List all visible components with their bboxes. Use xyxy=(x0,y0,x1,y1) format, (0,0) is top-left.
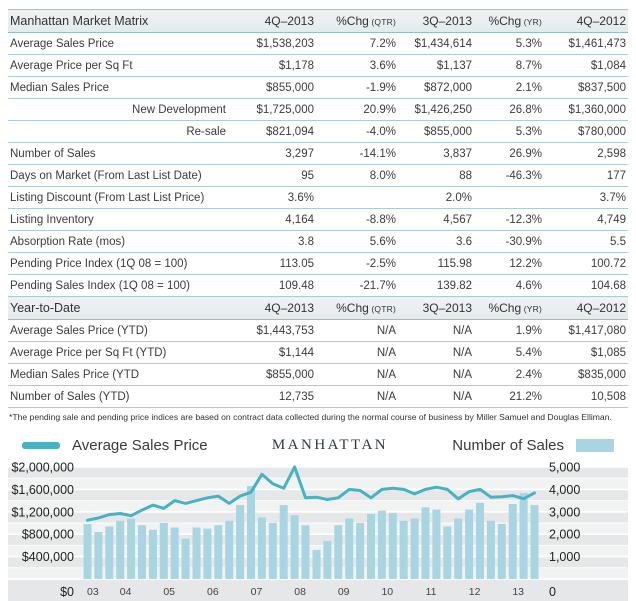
sales-bar xyxy=(378,511,386,579)
row-value: 3.6 xyxy=(398,231,474,253)
row-value: $855,000 xyxy=(236,77,316,99)
sales-bar xyxy=(334,525,342,579)
row-value: 20.9% xyxy=(316,99,398,121)
row-value: $821,094 xyxy=(236,121,316,143)
right-axis-label: 5,000 xyxy=(549,460,581,475)
sales-bar xyxy=(160,523,168,579)
row-value: N/A xyxy=(398,320,474,342)
left-axis-label: $800,000 xyxy=(21,527,74,542)
row-value: 3.7% xyxy=(544,187,628,209)
left-axis-label: $2,000,000 xyxy=(11,460,74,475)
row-value: -4.0% xyxy=(316,121,398,143)
row-value: 5.5 xyxy=(544,231,628,253)
row-value: 21.2% xyxy=(474,386,544,408)
row-value: N/A xyxy=(316,386,398,408)
sales-bar xyxy=(116,521,124,579)
sales-bar xyxy=(149,530,157,579)
row-value: 5.6% xyxy=(316,231,398,253)
row-value: -2.5% xyxy=(316,253,398,275)
sales-bar xyxy=(94,532,102,579)
row-value: $1,178 xyxy=(236,55,316,77)
table-row xyxy=(8,55,628,77)
left-axis-label: $1,200,000 xyxy=(11,505,74,520)
sales-bar xyxy=(345,519,353,580)
row-value: 8.0% xyxy=(316,165,398,187)
row-value: -30.9% xyxy=(474,231,544,253)
row-label: Median Sales Price xyxy=(8,77,236,99)
row-label: New Development xyxy=(8,99,236,121)
matrix-header-title: Manhattan Market Matrix xyxy=(8,10,236,33)
sales-bar xyxy=(476,503,484,579)
column-header: %Chg (QTR) xyxy=(316,10,398,33)
row-label: Absorption Rate (mos) xyxy=(8,231,236,253)
chart-legend xyxy=(8,433,628,459)
right-axis-label: 3,000 xyxy=(549,505,581,520)
row-label: Average Price per Sq Ft (YTD) xyxy=(8,342,236,364)
year-label: 08 xyxy=(294,586,306,598)
table-row xyxy=(8,121,628,143)
row-value: 88 xyxy=(398,165,474,187)
sales-bar xyxy=(389,513,397,579)
table-footnote: *The pending sale and pending price indices are based on contract data collected during the normal course of business by Miller Samuel and Douglas Elliman. xyxy=(9,412,612,422)
row-value: 4,164 xyxy=(236,209,316,231)
sales-bar xyxy=(225,521,233,579)
year-label: 10 xyxy=(381,586,394,598)
row-value: 115.98 xyxy=(398,253,474,275)
sales-bar xyxy=(138,525,146,579)
row-value: 1.9% xyxy=(474,320,544,342)
row-value: $1,426,250 xyxy=(398,99,474,121)
sales-bar xyxy=(269,523,277,579)
row-value: N/A xyxy=(398,364,474,386)
year-label: 05 xyxy=(163,586,176,598)
sales-bar xyxy=(454,519,462,580)
table-row xyxy=(8,342,628,364)
x-axis-strip xyxy=(8,580,628,601)
right-axis-label: 2,000 xyxy=(549,527,581,542)
row-value: 10,508 xyxy=(544,386,628,408)
column-header: 3Q–2013 xyxy=(398,10,474,33)
year-label: 03 xyxy=(87,586,99,598)
year-label: 12 xyxy=(468,586,481,598)
row-value: -21.7% xyxy=(316,275,398,297)
row-value: 139.82 xyxy=(398,275,474,297)
row-value: $1,434,614 xyxy=(398,33,474,55)
table-row xyxy=(8,187,628,209)
row-value: N/A xyxy=(398,342,474,364)
row-value: -46.3% xyxy=(474,165,544,187)
row-label: Number of Sales (YTD) xyxy=(8,386,236,408)
year-label: 13 xyxy=(512,586,525,598)
column-header: %Chg (YR) xyxy=(474,297,544,320)
sales-bar xyxy=(280,505,288,579)
row-value: $1,137 xyxy=(398,55,474,77)
year-label: 11 xyxy=(425,586,437,598)
row-label: Median Sales Price (YTD xyxy=(8,364,236,386)
left-axis-label: $1,600,000 xyxy=(11,482,74,497)
row-value: 2.0% xyxy=(398,187,474,209)
row-value: N/A xyxy=(316,342,398,364)
sales-bar xyxy=(258,517,266,579)
row-value: N/A xyxy=(316,364,398,386)
row-value: 2,598 xyxy=(544,143,628,165)
sales-bar xyxy=(105,526,113,579)
row-value: 100.72 xyxy=(544,253,628,275)
row-value: 5.3% xyxy=(474,121,544,143)
left-axis-label: $0 xyxy=(60,585,74,599)
row-value: N/A xyxy=(316,320,398,342)
row-label: Average Sales Price (YTD) xyxy=(8,320,236,342)
market-matrix-table xyxy=(8,9,628,408)
right-axis-label: 1,000 xyxy=(549,550,581,565)
row-value: -14.1% xyxy=(316,143,398,165)
row-value: 3.6% xyxy=(316,55,398,77)
table-row xyxy=(8,209,628,231)
row-value: 7.2% xyxy=(316,33,398,55)
chart-title: MANHATTAN xyxy=(271,436,389,453)
matrix-header xyxy=(8,10,628,33)
column-header: 4Q–2012 xyxy=(544,297,628,320)
year-label: 07 xyxy=(250,586,263,598)
row-value: $1,725,000 xyxy=(236,99,316,121)
row-value: 8.7% xyxy=(474,55,544,77)
column-header: %Chg (QTR) xyxy=(316,297,398,320)
ytd-header-title: Year-to-Date xyxy=(8,297,236,320)
table-row xyxy=(8,143,628,165)
year-label: 06 xyxy=(207,586,219,598)
sales-bar xyxy=(127,519,135,580)
row-value: 113.05 xyxy=(236,253,316,275)
table-row xyxy=(8,253,628,275)
year-label: 04 xyxy=(119,586,132,598)
table-row xyxy=(8,99,628,121)
sales-bar xyxy=(193,528,201,580)
sales-price-chart xyxy=(8,459,628,601)
table-row xyxy=(8,386,628,408)
sales-bar xyxy=(236,505,244,579)
row-value: 5.4% xyxy=(474,342,544,364)
sales-bar xyxy=(531,505,539,579)
row-value: $855,000 xyxy=(236,364,316,386)
row-value: $855,000 xyxy=(398,121,474,143)
sales-bar xyxy=(84,524,92,579)
row-value: 3,837 xyxy=(398,143,474,165)
row-value: $1,085 xyxy=(544,342,628,364)
sales-bar xyxy=(302,525,310,579)
row-value: $780,000 xyxy=(544,121,628,143)
row-value: 12,735 xyxy=(236,386,316,408)
column-header: %Chg (YR) xyxy=(474,10,544,33)
row-value: N/A xyxy=(398,386,474,408)
row-value: 3.6% xyxy=(236,187,316,209)
sales-bar xyxy=(247,486,255,579)
row-label: Average Sales Price xyxy=(8,33,236,55)
bar-series-swatch-icon xyxy=(576,439,614,452)
sales-bar xyxy=(400,521,408,579)
sales-bar xyxy=(509,504,517,579)
sales-bar xyxy=(487,521,495,579)
ytd-header xyxy=(8,297,628,320)
row-value: 2.4% xyxy=(474,364,544,386)
row-value: 12.2% xyxy=(474,253,544,275)
table-row xyxy=(8,275,628,297)
sales-bar xyxy=(443,526,451,579)
column-header: 4Q–2012 xyxy=(544,10,628,33)
row-value: 3.8 xyxy=(236,231,316,253)
line-series-swatch-icon xyxy=(22,442,60,449)
row-value: 5.3% xyxy=(474,33,544,55)
row-value: 26.9% xyxy=(474,143,544,165)
row-label: Pending Price Index (1Q 08 = 100) xyxy=(8,253,236,275)
row-value: 4,749 xyxy=(544,209,628,231)
sales-bar xyxy=(291,515,299,579)
right-axis-label: 0 xyxy=(549,585,556,599)
row-value: $1,360,000 xyxy=(544,99,628,121)
sales-bar xyxy=(182,539,190,579)
row-label: Listing Inventory xyxy=(8,209,236,231)
row-value xyxy=(316,187,398,209)
row-value: -8.8% xyxy=(316,209,398,231)
legend-label-num-sales: Number of Sales xyxy=(452,436,564,454)
row-value: 3,297 xyxy=(236,143,316,165)
row-value: 26.8% xyxy=(474,99,544,121)
sales-bar xyxy=(356,523,364,579)
sales-bar xyxy=(411,519,419,580)
row-value: $1,084 xyxy=(544,55,628,77)
row-value: 4.6% xyxy=(474,275,544,297)
row-value: $1,538,203 xyxy=(236,33,316,55)
row-label: Average Price per Sq Ft xyxy=(8,55,236,77)
table-row xyxy=(8,364,628,386)
row-label: Listing Discount (From Last List Price) xyxy=(8,187,236,209)
row-value: 104.68 xyxy=(544,275,628,297)
chart-widget xyxy=(8,433,628,601)
table-row xyxy=(8,77,628,99)
sales-bar xyxy=(171,528,179,580)
sales-bar xyxy=(498,524,506,579)
sales-bar xyxy=(313,550,321,579)
sales-bar xyxy=(203,529,211,579)
row-value: $872,000 xyxy=(398,77,474,99)
row-value: $1,461,473 xyxy=(544,33,628,55)
row-value: -1.9% xyxy=(316,77,398,99)
row-label: Days on Market (From Last List Date) xyxy=(8,165,236,187)
year-label: 09 xyxy=(337,586,350,598)
column-header: 3Q–2013 xyxy=(398,297,474,320)
row-value: 95 xyxy=(236,165,316,187)
row-value: 2.1% xyxy=(474,77,544,99)
sales-bar xyxy=(422,507,430,579)
row-value: $1,443,753 xyxy=(236,320,316,342)
row-value: 177 xyxy=(544,165,628,187)
table-row xyxy=(8,320,628,342)
sales-bar xyxy=(214,525,222,579)
sales-bar xyxy=(432,510,440,579)
sales-bar xyxy=(465,510,473,579)
row-value: 109.48 xyxy=(236,275,316,297)
legend-label-avg-price: Average Sales Price xyxy=(72,436,208,454)
row-label: Pending Sales Index (1Q 08 = 100) xyxy=(8,275,236,297)
column-header: 4Q–2013 xyxy=(236,10,316,33)
row-value: -12.3% xyxy=(474,209,544,231)
table-row xyxy=(8,231,628,253)
table-row xyxy=(8,165,628,187)
row-value xyxy=(474,187,544,209)
sales-bar xyxy=(323,541,331,579)
sales-bar xyxy=(520,493,528,579)
sales-bar xyxy=(367,514,375,579)
row-value: $1,144 xyxy=(236,342,316,364)
row-label: Number of Sales xyxy=(8,143,236,165)
row-value: $835,000 xyxy=(544,364,628,386)
left-axis-label: $400,000 xyxy=(21,550,74,565)
right-axis-label: 4,000 xyxy=(549,482,581,497)
column-header: 4Q–2013 xyxy=(236,297,316,320)
row-value: 4,567 xyxy=(398,209,474,231)
row-value: $1,417,080 xyxy=(544,320,628,342)
row-value: $837,500 xyxy=(544,77,628,99)
row-label: Re-sale xyxy=(8,121,236,143)
table-row xyxy=(8,33,628,55)
